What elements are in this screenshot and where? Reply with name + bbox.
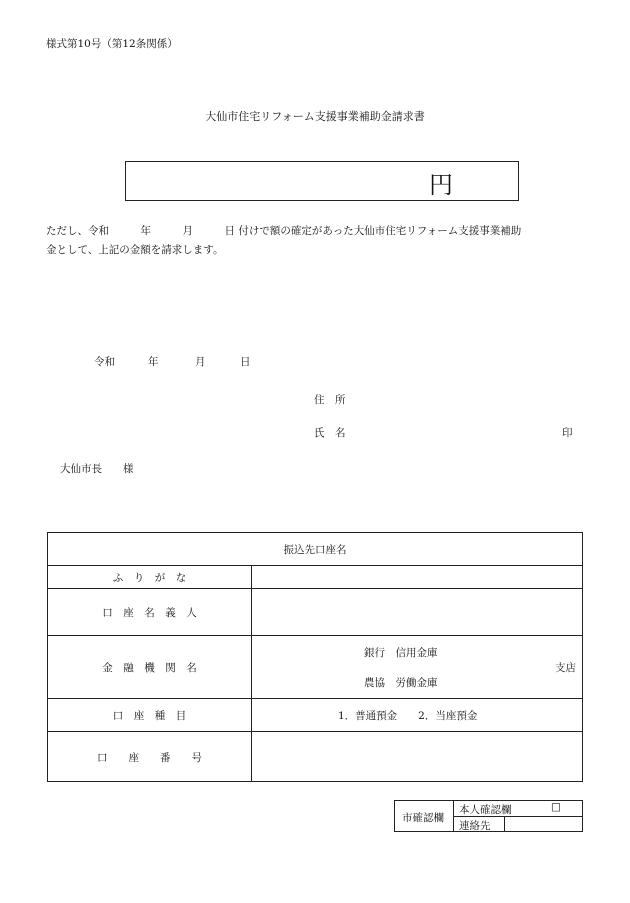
date-era: 令和 — [94, 356, 115, 368]
city-confirmation-box — [394, 800, 583, 832]
statement-line-2: 金として、上記の金額を請求します。 — [46, 244, 224, 256]
account-holder-label: 口 座 名 義 人 — [102, 607, 197, 619]
institution-label: 金 融 機 関 名 — [102, 662, 197, 674]
date-month[interactable]: 月 — [195, 356, 206, 368]
identity-check-label: 本人確認欄 — [459, 804, 512, 816]
name-label: 氏 名 — [314, 427, 346, 439]
account-number-field[interactable] — [252, 732, 582, 781]
seal-mark: 印 — [562, 427, 573, 439]
institution-bank-options[interactable]: 銀行 信用金庫 — [364, 647, 438, 659]
date-day[interactable]: 日 — [240, 356, 251, 368]
statement-line-1: ただし、令和 年 月 日 付けで額の確定があった大仙市住宅リフォーム支援事業補助 — [46, 225, 522, 237]
bank-account-table — [47, 532, 583, 782]
furigana-field[interactable] — [252, 566, 582, 587]
amount-field[interactable] — [125, 161, 519, 201]
page-title: 大仙市住宅リフォーム支援事業補助金請求書 — [205, 110, 425, 123]
city-confirmation-label: 市確認欄 — [402, 812, 444, 824]
account-type-label: 口 座 種 目 — [112, 710, 187, 722]
account-number-label: 口 座 番 号 — [97, 752, 202, 764]
account-type-options[interactable]: 1．普通預金 2．当座預金 — [338, 710, 478, 722]
request-statement — [46, 222, 586, 260]
furigana-label: ふ り が な — [112, 572, 187, 584]
form-number: 様式第10号（第12条関係） — [46, 38, 178, 50]
date-year[interactable]: 年 — [148, 356, 159, 368]
account-holder-field[interactable] — [252, 589, 582, 634]
identity-checkbox[interactable]: □ — [551, 801, 561, 813]
branch-label: 支店 — [555, 662, 576, 674]
bank-table-header: 振込先口座名 — [283, 544, 347, 556]
address-label: 住 所 — [314, 394, 346, 406]
contact-label: 連絡先 — [459, 820, 491, 832]
recipient: 大仙市長 様 — [60, 463, 134, 475]
institution-coop-options[interactable]: 農協 労働金庫 — [364, 677, 438, 689]
yen-symbol: 円 — [429, 171, 453, 199]
